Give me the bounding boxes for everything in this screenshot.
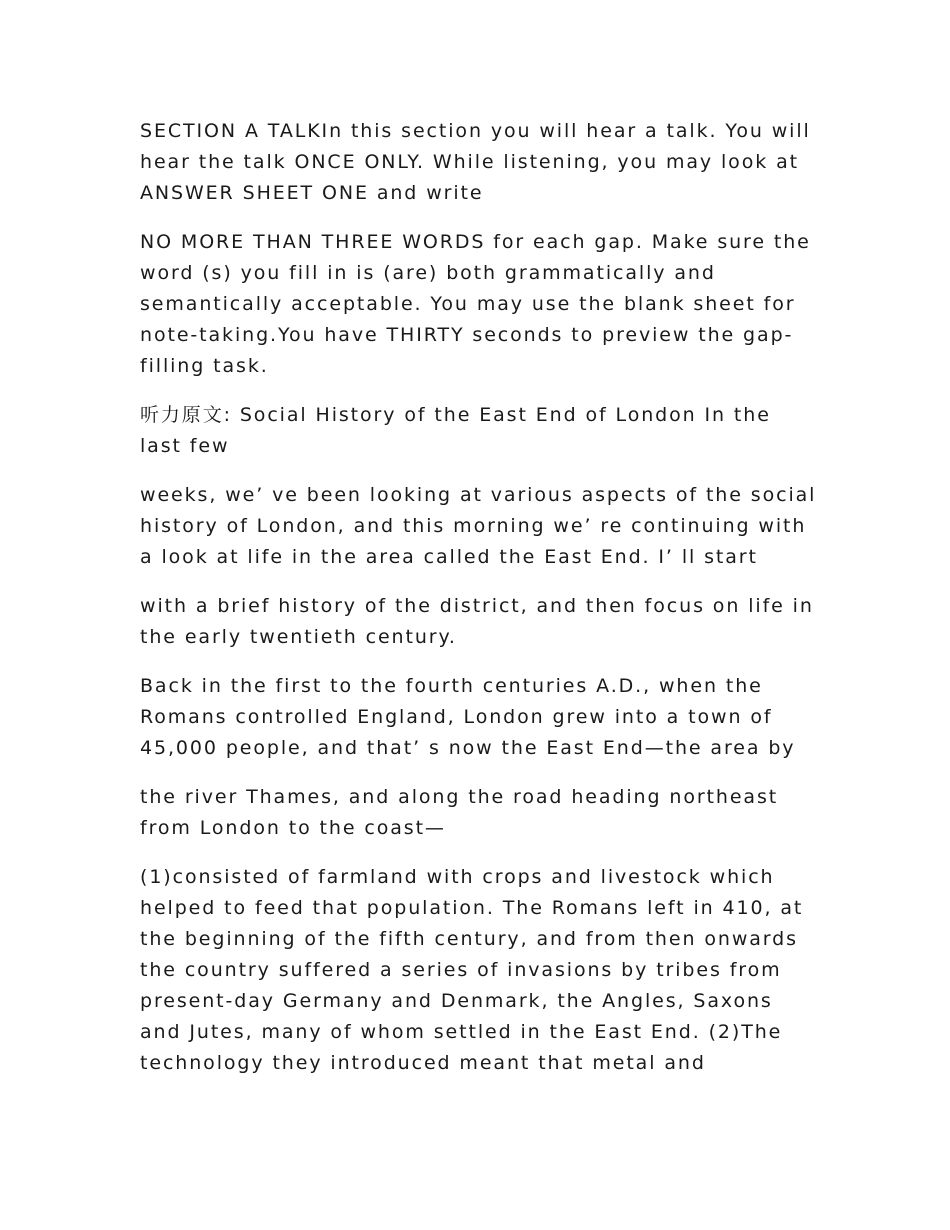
- paragraph-body: weeks, we’ ve been looking at various aspects of the social history of London, and this morning we’ re continuing with a look at life in the area called the East End. I’ ll start: [140, 484, 817, 568]
- paragraph-body: Back in the first to the fourth centuries A.D., when the Romans controlled England, London grew into a town of 45,000 people, and that’ s now the East End—the area by: [140, 675, 796, 759]
- paragraph-transcript-title: 听力原文: Social History of the East End of London In the last few: [140, 404, 771, 457]
- paragraph-intro: SECTION A TALKIn this section you will hear a talk. You will hear the talk ONCE ONLY. While listening, you may look at ANSWER SHEET ONE and write: [140, 120, 811, 204]
- paragraph-body: with a brief history of the district, and then focus on life in the early twentieth century.: [140, 595, 814, 648]
- paragraph-body: (1)consisted of farmland with crops and livestock which helped to feed that population. The Romans left in 410, at the beginning of the fifth century, and from then onwards the country suffered a series of invasions by tribes from present-day Germany and Denmark, the Angles, Saxons and Jutes, many of whom settled in the East End. (2)The technology they introduced meant that metal and: [140, 866, 804, 1074]
- paragraph-instructions: NO MORE THAN THREE WORDS for each gap. Make sure the word (s) you fill in is (are) both grammatically and semantically acceptable. You may use the blank sheet for note-taking.You have THIRTY seconds to preview the gap-filling task.: [140, 231, 811, 377]
- paragraph-body: the river Thames, and along the road heading northeast from London to the coast—: [140, 786, 779, 839]
- document-page: [140, 116, 820, 1097]
